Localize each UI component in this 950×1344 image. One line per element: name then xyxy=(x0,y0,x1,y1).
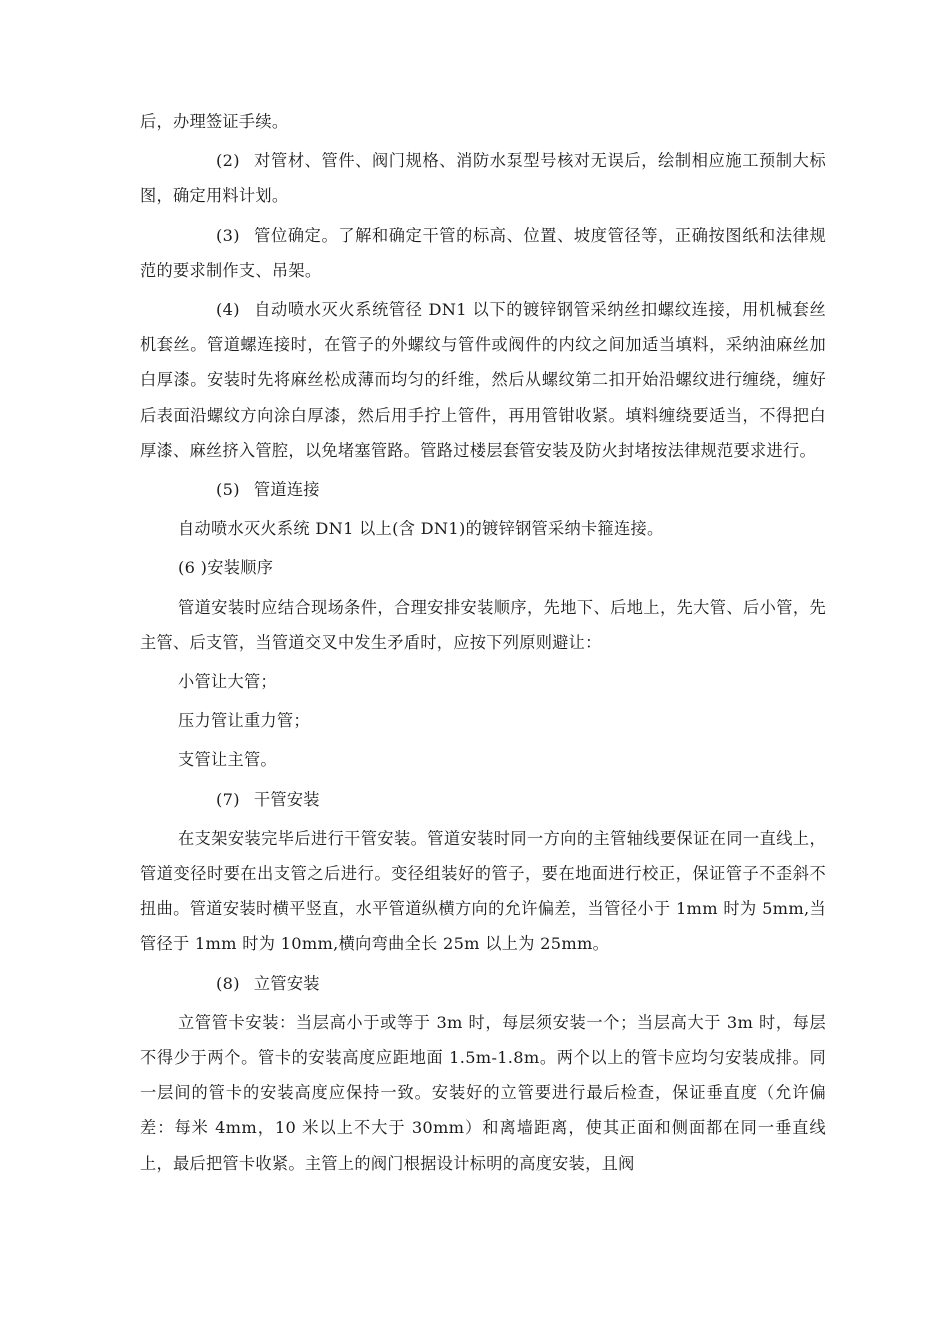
paragraph-text: 在支架安装完毕后进行干管安装。管道安装时同一方向的主管轴线要保证在同一直线上，管道变径时要在出支管之后进行。变径组装好的管子，要在地面进行校正，保证管子不歪斜不扭曲。管道安装时横平竖直，水平管道纵横方向的允许偏差，当管径小于 1mm 时为 5mm,当管径于 1mm 时为 10mm,横向弯曲全长 25m 以上为 25mm。 xyxy=(140,828,826,954)
paragraph xyxy=(140,590,826,660)
paragraph-text: 后，办理签证手续。 xyxy=(140,112,289,131)
paragraph xyxy=(140,143,826,213)
paragraph xyxy=(140,821,826,962)
heading-text: 管道连接 xyxy=(253,480,320,500)
paragraph xyxy=(140,511,826,546)
item-number: (8) xyxy=(216,973,240,993)
list-item-text: 压力管让重力管； xyxy=(178,711,310,731)
paragraph-text: 自动喷水灭火系统管径 DN1 以下的镀锌钢管采纳丝扣螺纹连接，用机械套丝机套丝。管道螺连接时，在管子的外螺纹与管件或阀件的内纹之间加适当填料，采纳油麻丝加白厚漆。安装时先将麻丝松成薄而均匀的纤维，然后从螺纹第二扣开始沿螺纹进行缠绕，缠好后表面沿螺纹方向涂白厚漆，然后用手拧上管件，再用管钳收紧。填料缠绕要适当，不得把白厚漆、麻丝挤入管腔，以免堵塞管路。管路过楼层套管安装及防火封堵按法律规范要求进行。 xyxy=(140,300,826,460)
item-number: (4) xyxy=(216,300,240,320)
section-heading xyxy=(140,550,826,585)
heading-text: 干管安装 xyxy=(253,789,320,809)
item-number: (5) xyxy=(216,480,240,500)
list-item-text: 小管让大管； xyxy=(178,672,277,692)
paragraph-text: 管位确定。了解和确定干管的标高、位置、坡度管径等，正确按图纸和法律规范的要求制作支、吊架。 xyxy=(140,225,826,280)
paragraph-text: 管道安装时应结合现场条件，合理安排安装顺序，先地下、后地上，先大管、后小管，先主管、后支管，当管道交叉中发生矛盾时，应按下列原则避让： xyxy=(140,597,826,652)
list-item-text: 支管让主管。 xyxy=(178,750,277,770)
body-text xyxy=(140,104,826,1181)
item-number: (3) xyxy=(216,225,240,245)
paragraph xyxy=(140,1005,826,1181)
heading-text: 立管安装 xyxy=(253,973,320,993)
list-item xyxy=(140,703,826,738)
paragraph-text: 立管管卡安装：当层高小于或等于 3m 时，每层须安装一个；当层高大于 3m 时，每层不得少于两个。管卡的安装高度应距地面 1.5m-1.8m。两个以上的管卡应均匀安装成排。同一层间的管卡的安装高度应保持一致。安装好的立管要进行最后检查，保证垂直度（允许偏差：每米 4mm，10 米以上不大于 30mm）和离墙距离，使其正面和侧面都在同一垂直线上，最后把管卡收紧。主管上的阀门根据设计标明的高度安装，且阀 xyxy=(140,1012,826,1173)
section-heading xyxy=(140,966,826,1001)
paragraph xyxy=(140,218,826,288)
paragraph-text: 自动喷水灭火系统 DN1 以上(含 DN1)的镀锌钢管采纳卡箍连接。 xyxy=(178,519,664,539)
paragraph xyxy=(140,292,826,468)
list-item xyxy=(140,664,826,699)
section-heading xyxy=(140,472,826,507)
section-heading xyxy=(140,782,826,817)
item-number: (7) xyxy=(216,789,240,809)
list-item xyxy=(140,742,826,777)
item-number: (2) xyxy=(216,151,240,171)
paragraph xyxy=(140,104,826,139)
paragraph-text: 对管材、管件、阀门规格、消防水泵型号核对无误后，绘制相应施工预制大标图，确定用料计划。 xyxy=(140,151,826,206)
heading-text: (6 )安装顺序 xyxy=(178,558,274,578)
